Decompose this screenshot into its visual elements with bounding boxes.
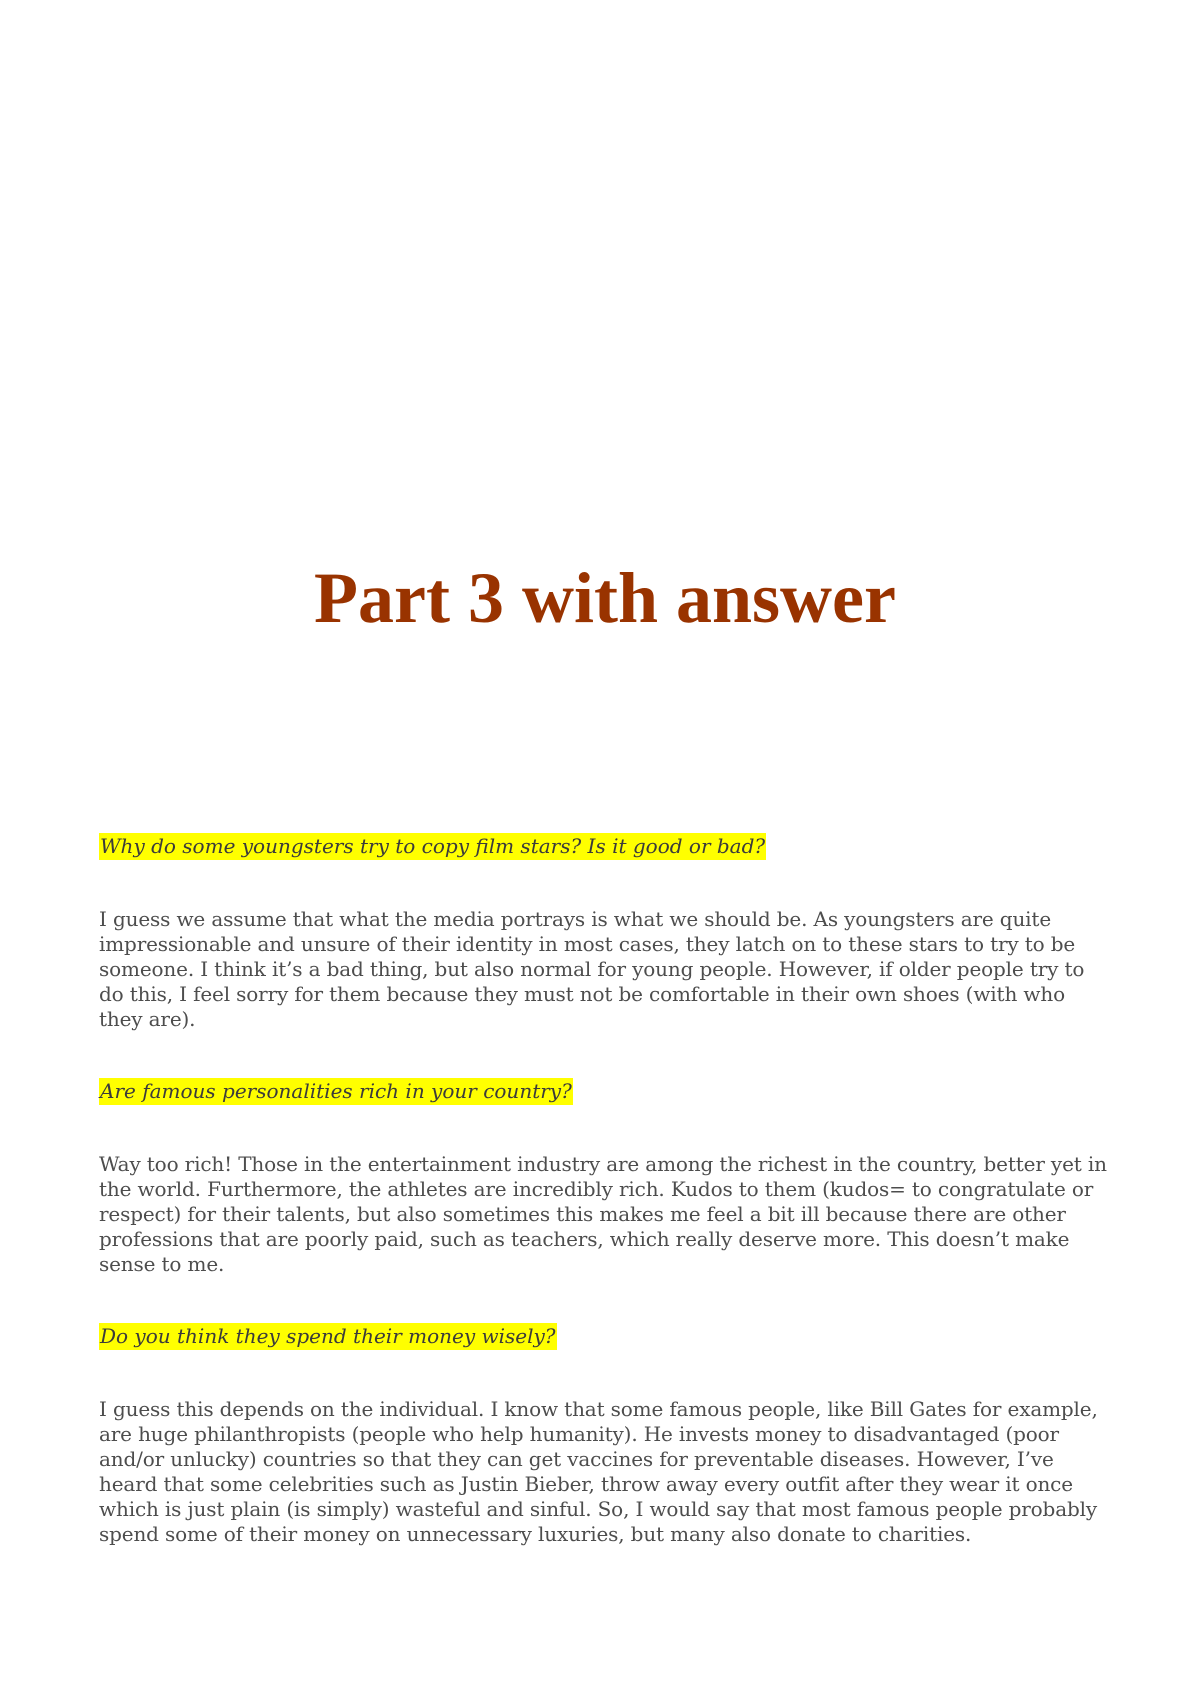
question-1: [99, 834, 1114, 859]
question-2-highlight: Are famous personalities rich in your country?: [100, 1079, 572, 1103]
question-1-highlight: Why do some youngsters try to copy film stars? Is it good or bad?: [100, 834, 766, 858]
question-3: [99, 1324, 1114, 1349]
qa-block-1: [99, 834, 1114, 1032]
qa-content: [99, 834, 1114, 1594]
page-title: Part 3 with answer: [314, 558, 896, 638]
qa-block-2: [99, 1079, 1114, 1277]
answer-3: I guess this depends on the individual. I know that some famous people, like Bill Gates for example, are huge philanthropists (people who help humanity). He invests money to disadvantaged (poor and/or unlucky) countries so that they can get vaccines for preventable diseases. However, I’ve heard that some celebrities such as Justin Bieber, throw away every outfit after they wear it once which is just plain (is simply) wasteful and sinful. So, I would say that most famous people probably spend some of their money on unnecessary luxuries, but many also donate to charities.: [99, 1397, 1098, 1546]
answer-2: Way too rich! Those in the entertainment industry are among the richest in the country, better yet in the world. Furthermore, the athletes are incredibly rich. Kudos to them (kudos= to congratulate or respect) for their talents, but also sometimes this makes me feel a bit ill because there are other professions that are poorly paid, such as teachers, which really deserve more. This doesn’t make sense to me.: [99, 1152, 1107, 1276]
answer-1: I guess we assume that what the media portrays is what we should be. As youngsters are quite impressionable and unsure of their identity in most cases, they latch on to these stars to try to be someone. I think it’s a bad thing, but also normal for young people. However, if older people try to do this, I feel sorry for them because they must not be comfortable in their own shoes (with who they are).: [99, 907, 1085, 1031]
qa-block-3: [99, 1324, 1114, 1547]
question-2: [99, 1079, 1114, 1104]
question-3-highlight: Do you think they spend their money wisely?: [100, 1324, 556, 1348]
